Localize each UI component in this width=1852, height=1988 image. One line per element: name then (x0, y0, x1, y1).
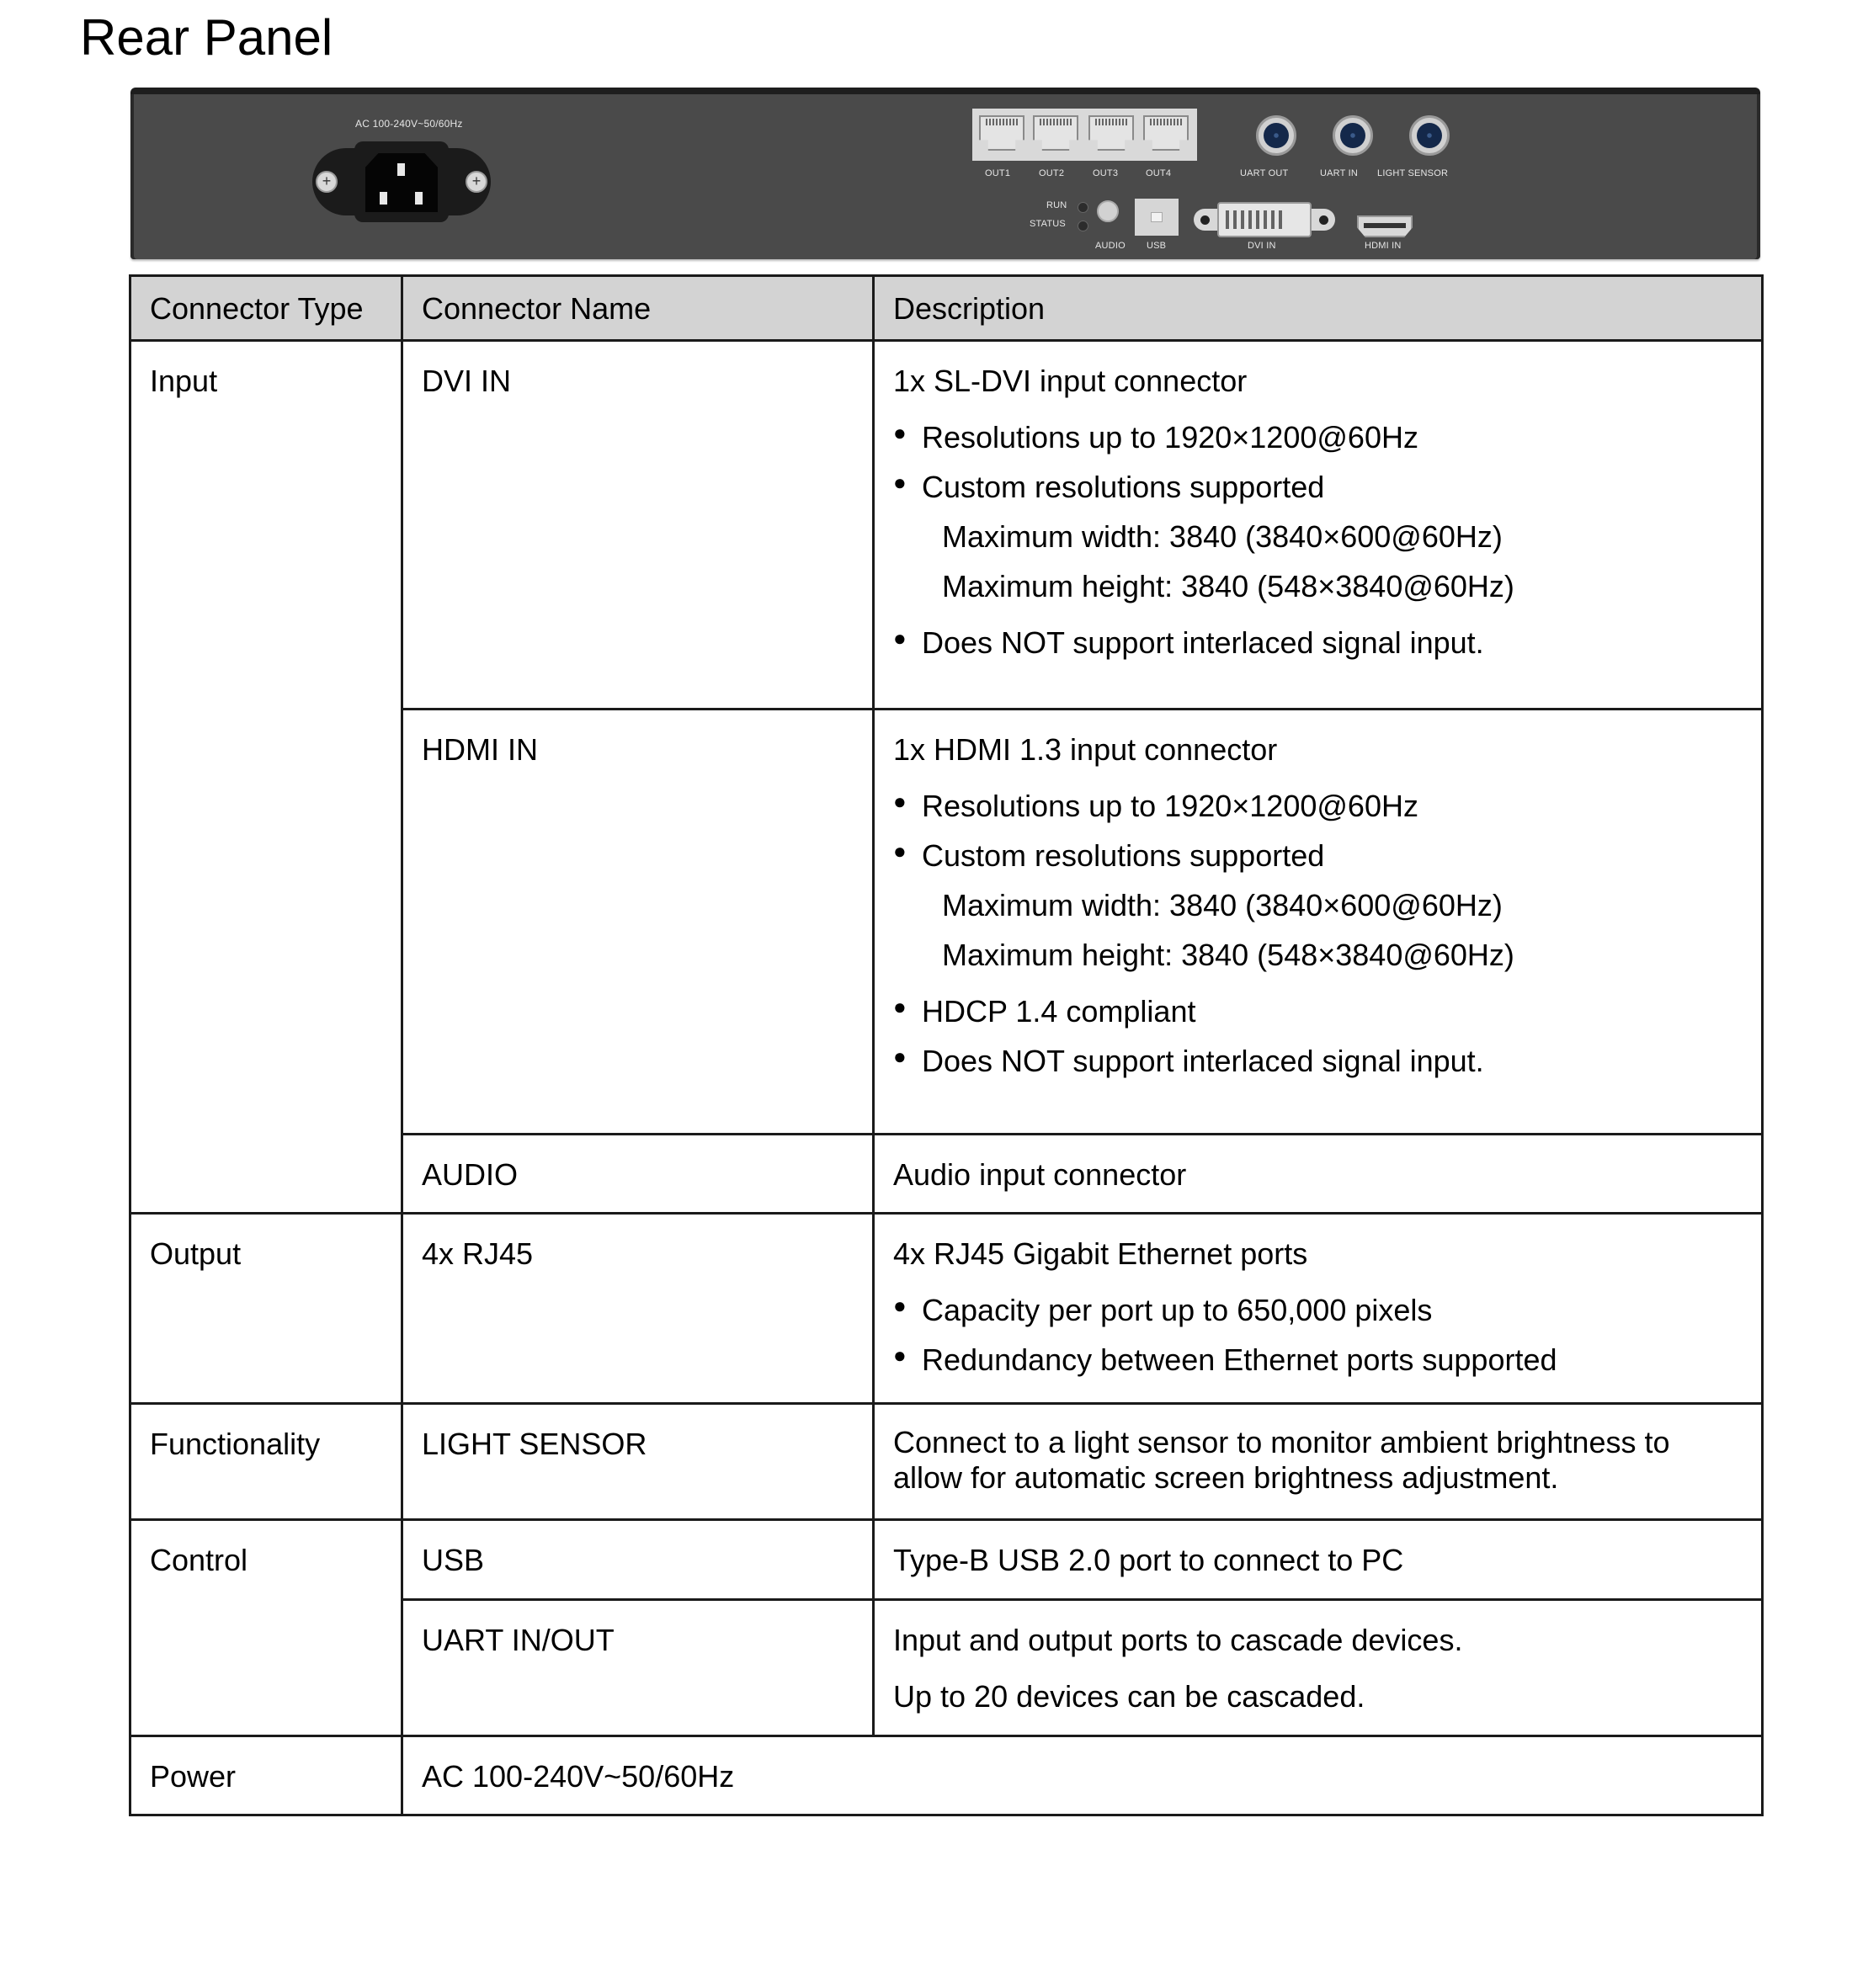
power-input-label: AC 100-240V~50/60Hz (355, 118, 463, 130)
connector-type-text: Output (150, 1236, 242, 1271)
led-label-run: RUN (1046, 200, 1067, 210)
column-header-connector-name: Connector Name (402, 276, 874, 341)
description-cell (874, 1520, 1763, 1600)
rj45-port-icon (1033, 115, 1078, 151)
bullet-item: ● Redundancy between Ethernet ports supported (893, 1341, 1743, 1379)
port-label-light-sensor: LIGHT SENSOR (1377, 168, 1449, 178)
connector-spec-table (129, 274, 1764, 1816)
description-text: Audio input connector (893, 1157, 1187, 1192)
description-text: Type-B USB 2.0 port to connect to PC (893, 1543, 1404, 1577)
bullet-item: ● Resolutions up to 1920×1200@60Hz (893, 418, 1743, 456)
table-row (130, 1404, 1763, 1520)
description-lead: 4x RJ45 Gigabit Ethernet ports (893, 1236, 1308, 1271)
port-label-out2: OUT2 (1039, 168, 1065, 178)
port-label-usb: USB (1147, 241, 1167, 251)
connector-name-text: AUDIO (422, 1157, 519, 1192)
column-header-description: Description (874, 276, 1763, 341)
description-text: Connect to a light sensor to monitor ambient brightness to allow for automatic screen brightness adjustment. (893, 1425, 1670, 1496)
rj45-port-icon (1143, 115, 1189, 151)
uart-in-port-icon (1333, 115, 1373, 156)
description-cell (874, 1600, 1763, 1736)
connector-type-text: Input (150, 364, 218, 398)
run-led-icon (1078, 202, 1088, 213)
light-sensor-port-icon (1409, 115, 1450, 156)
port-label-audio: AUDIO (1095, 241, 1126, 251)
rj45-port-icon (1088, 115, 1134, 151)
port-label-dvi-in: DVI IN (1248, 241, 1276, 251)
description-cell (874, 341, 1763, 710)
connector-name-cell (402, 341, 874, 710)
usb-port-icon (1135, 199, 1179, 236)
connector-type-cell (130, 1520, 402, 1736)
port-label-out4: OUT4 (1146, 168, 1172, 178)
led-label-status: STATUS (1030, 219, 1066, 229)
sub-item: Maximum width: 3840 (3840×600@60Hz) (942, 519, 1503, 554)
port-label-uart-in: UART IN (1320, 168, 1359, 178)
port-label-hdmi-in: HDMI IN (1365, 241, 1402, 251)
rj45-port-icon (979, 115, 1024, 151)
connector-name-cell (402, 1404, 874, 1520)
hdmi-port-icon (1357, 215, 1413, 237)
connector-type-text: Control (150, 1543, 248, 1577)
bullet-item: ● Does NOT support interlaced signal input. (893, 624, 1743, 662)
description-cell (874, 1404, 1763, 1520)
ethernet-ports-block (972, 109, 1197, 161)
sub-item: Maximum height: 3840 (548×3840@60Hz) (942, 569, 1514, 603)
bullet-item: ● Resolutions up to 1920×1200@60Hz (893, 787, 1743, 825)
connector-name-cell (402, 1135, 874, 1214)
table-row (130, 1736, 1763, 1815)
description-cell (874, 1214, 1763, 1404)
uart-out-port-icon (1256, 115, 1296, 156)
sub-item: Maximum height: 3840 (548×3840@60Hz) (942, 938, 1514, 972)
power-spec-text: AC 100-240V~50/60Hz (422, 1759, 735, 1794)
port-label-uart-out: UART OUT (1240, 168, 1289, 178)
table-row (130, 1520, 1763, 1600)
connector-name-text: DVI IN (422, 364, 512, 398)
bullet-item: ● Custom resolutions supported (893, 468, 1743, 506)
sub-item: Maximum width: 3840 (3840×600@60Hz) (942, 888, 1503, 922)
connector-name-cell (402, 1520, 874, 1600)
connector-type-text: Functionality (150, 1427, 321, 1461)
status-led-icon (1078, 221, 1088, 231)
port-label-out3: OUT3 (1093, 168, 1119, 178)
connector-type-cell (130, 1214, 402, 1404)
connector-name-text: LIGHT SENSOR (422, 1427, 647, 1461)
table-header-row (130, 276, 1763, 341)
description-lead: 1x HDMI 1.3 input connector (893, 732, 1278, 767)
bullet-item: ● HDCP 1.4 compliant (893, 992, 1743, 1030)
connector-name-cell (402, 1214, 874, 1404)
connector-name-text: USB (422, 1543, 485, 1577)
connector-name-cell (402, 710, 874, 1135)
dvi-port-icon (1194, 202, 1335, 237)
bullet-item: ● Capacity per port up to 650,000 pixels (893, 1291, 1743, 1329)
description-cell (874, 710, 1763, 1135)
connector-name-text: UART IN/OUT (422, 1623, 615, 1657)
table-row (130, 1214, 1763, 1404)
connector-name-text: HDMI IN (422, 732, 538, 767)
column-header-connector-type: Connector Type (130, 276, 402, 341)
connector-name-text: 4x RJ45 (422, 1236, 534, 1271)
connector-type-cell (130, 341, 402, 1214)
page-title: Rear Panel (80, 9, 333, 66)
port-label-out1: OUT1 (985, 168, 1011, 178)
connector-type-cell (130, 1404, 402, 1520)
connector-type-text: Power (150, 1759, 237, 1794)
ac-power-socket-icon (312, 141, 491, 222)
description-text: Up to 20 devices can be cascaded. (893, 1679, 1365, 1714)
connector-name-cell (402, 1600, 874, 1736)
device-rear-panel-image (130, 88, 1760, 259)
description-lead: 1x SL-DVI input connector (893, 364, 1248, 398)
connector-type-cell (130, 1736, 402, 1815)
description-cell (874, 1135, 1763, 1214)
table-row (130, 341, 1763, 710)
screw-icon: + (316, 171, 338, 193)
power-spec-cell (402, 1736, 1763, 1815)
bullet-item: ● Does NOT support interlaced signal input. (893, 1042, 1743, 1080)
audio-jack-icon (1097, 200, 1119, 222)
description-text: Input and output ports to cascade devices. (893, 1623, 1463, 1657)
bullet-item: ● Custom resolutions supported (893, 837, 1743, 874)
screw-icon: + (466, 171, 487, 193)
